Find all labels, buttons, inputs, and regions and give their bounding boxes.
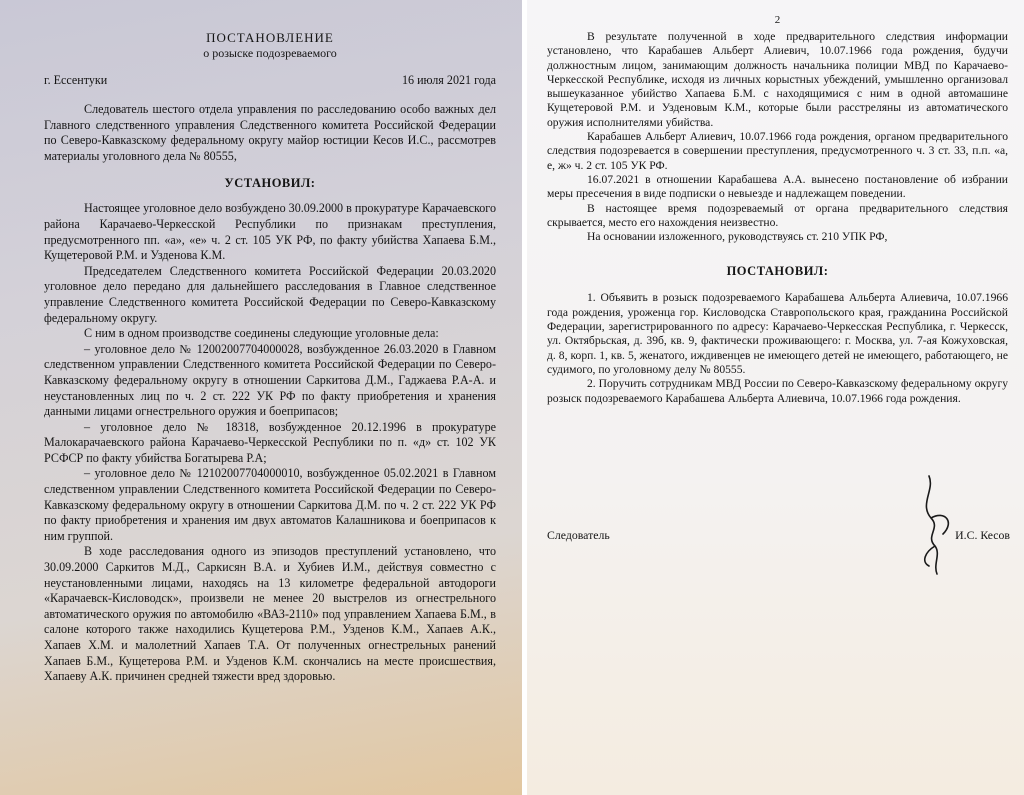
paragraph: 16.07.2021 в отношении Карабашева А.А. вынесено постановление об избрании меры пресечения в виде подписки о невыезде и надлежащем поведении. [547,172,1008,201]
section-heading-resolved: ПОСТАНОВИЛ: [726,264,829,279]
document-page-2 [527,0,1024,795]
paragraph: Карабашев Альберт Алиевич, 10.07.1966 года рождения, органом предварительного следствия подозревается в совершении преступления, предусмотренного ч. 3 ст. 33, п.п. «а, е, ж» ч. 2 ст. 105 УК РФ. [547,130,1008,172]
paragraph: 1. Объявить в розыск подозреваемого Карабашева Альберта Алиевича, 10.07.1966 года рождения, уроженца гор. Кисловодска Ставропольского края, гражданина Российской Федерации, зарегистрированного по адресу: Карачаево-Черкесская Республика, г. Черкесск, ул. Октябрьская, д. 39б, кв. 9, фактически проживающего: г. Москва, ул. 7-ая Кожуховская, д. 8, корп. 1, кв. 5, женатого, иждивенцев не имеющего детей не имеющего, работающего, не судимого, по уголовному делу № 80555. [547,291,1008,376]
paragraph: – уголовное дело № 18318, возбужденное 20.12.1996 в прокуратуре Малокарачаевского района Карачаево-Черкесской Республики по п. «д» ст. 102 УК РСФСР по факту убийства Богатырева Р.А; [44,419,496,465]
paragraph: С ним в одном производстве соединены следующие уголовные дела: [84,326,439,341]
paragraph: 2. Поручить сотрудникам МВД России по Северо-Кавказскому федеральному округу розыск подозреваемого Карабашева Альберта Алиевича, 10.07.1966 года рождения. [547,377,1008,405]
handwritten-signature [905,470,965,580]
doc-title: ПОСТАНОВЛЕНИЕ [206,30,334,45]
paragraph: Председателем Следственного комитета Российской Федерации 20.03.2020 уголовное дело передано для дальнейшего расследования в Главное следственное управление Следственного комитета Российской Федерации по Северо-Кавказскому федеральному округу. [44,263,496,325]
paragraph: В результате полученной в ходе предварительного следствия информации установлено, что Карабашев Альберт Алиевич, 10.07.1966 года рождения, будучи должностным лицом, занимающим должность начальника полиции МВД по Карачаево-Черкесской Республике, исходя из личных корыстных убеждений, умышленно организовал вышеуказанное убийство Хапаева Б.М. с находящимися с ним в одной автомашине Кущетеровой Р.М. и Узденовым К.М., которые были расстреляны из автоматического оружия исполнителями убийства. [547,30,1008,129]
signer-title: Следователь [547,528,610,542]
section-heading-established: УСТАНОВИЛ: [224,176,316,191]
page-number: 2 [774,14,781,26]
intro-paragraph: Следователь шестого отдела управления по расследованию особо важных дел Главного следственного управления Следственного комитета Российской Федерации по Северо-Кавказскому федеральному округу майор юстиции Кесов И.С., рассмотрев материалы уголовного дела № 80555, [44,102,496,163]
paragraph: Настоящее уголовное дело возбуждено 30.09.2000 в прокуратуре Карачаевского района Карачаево-Черкесской Республики по признакам преступления, предусмотренного пп. «а», «е» ч. 2 ст. 105 УК РФ, по факту убийства Хапаева Б.М., Кущетеровой Р.М. и Узденова К.М. [44,201,496,263]
signer-name: И.С. Кесов [955,528,1010,542]
doc-subtitle: о розыске подозреваемого [203,46,337,60]
paragraph: В настоящее время подозреваемый от органа предварительного следствия скрывается, место его нахождения неизвестно. [547,201,1008,229]
paragraph: На основании изложенного, руководствуясь ст. 210 УПК РФ, [587,230,888,244]
doc-date: 16 июля 2021 года [401,73,496,87]
paragraph: – уголовное дело № 12102007704000010, возбужденное 05.02.2021 в Главном следственном управлении Следственного комитета Российской Федерации по Северо-Кавказскому федеральному округу в отношении Саркитова Д.М. по ч. 2 ст. 222 УК РФ по факту приобретения и хранения им двух автоматов Калашникова и боеприпасов к ним группой. [44,466,496,543]
place-date-row [44,73,496,88]
paragraph: В ходе расследования одного из эпизодов преступлений установлено, что 30.09.2000 Саркитов М.Д., Саркисян В.А. и Хубиев И.М., действуя совместно с неустановленными лицами, находясь на 13 километре федеральной автодороги «Карачаевск-Кисловодск», произвели не менее 20 выстрелов из огнестрельного автоматического оружия по автомобилю «ВАЗ-2110» под управлением Хапаева Б.М., в салоне которого также находились Кущетерова Р.М., Узденов К.М., Хапаев А.К., Хапаев Х.М. и малолетний Хапаев Т.А. От полученных огнестрельных ранений Хапаев Б.М., Кущетерова Р.М. и Узденов К.М. скончались на месте происшествия, Хапаеву А.К. причинен средней тяжести вред здоровью. [44,544,496,684]
paragraph: – уголовное дело № 12002007704000028, возбужденное 26.03.2020 в Главном следственном управлении Следственного комитета Российской Федерации по Северо-Кавказскому федеральному округу в отношении Саркитова Д.М., Гаджаева Р.А-А. и неустановленных лиц по ч. 2 ст. 222 УК РФ по факту приобретения и хранения данными лицами огнестрельного оружия и боеприпасов; [44,341,496,419]
doc-city: г. Ессентуки [44,73,108,87]
